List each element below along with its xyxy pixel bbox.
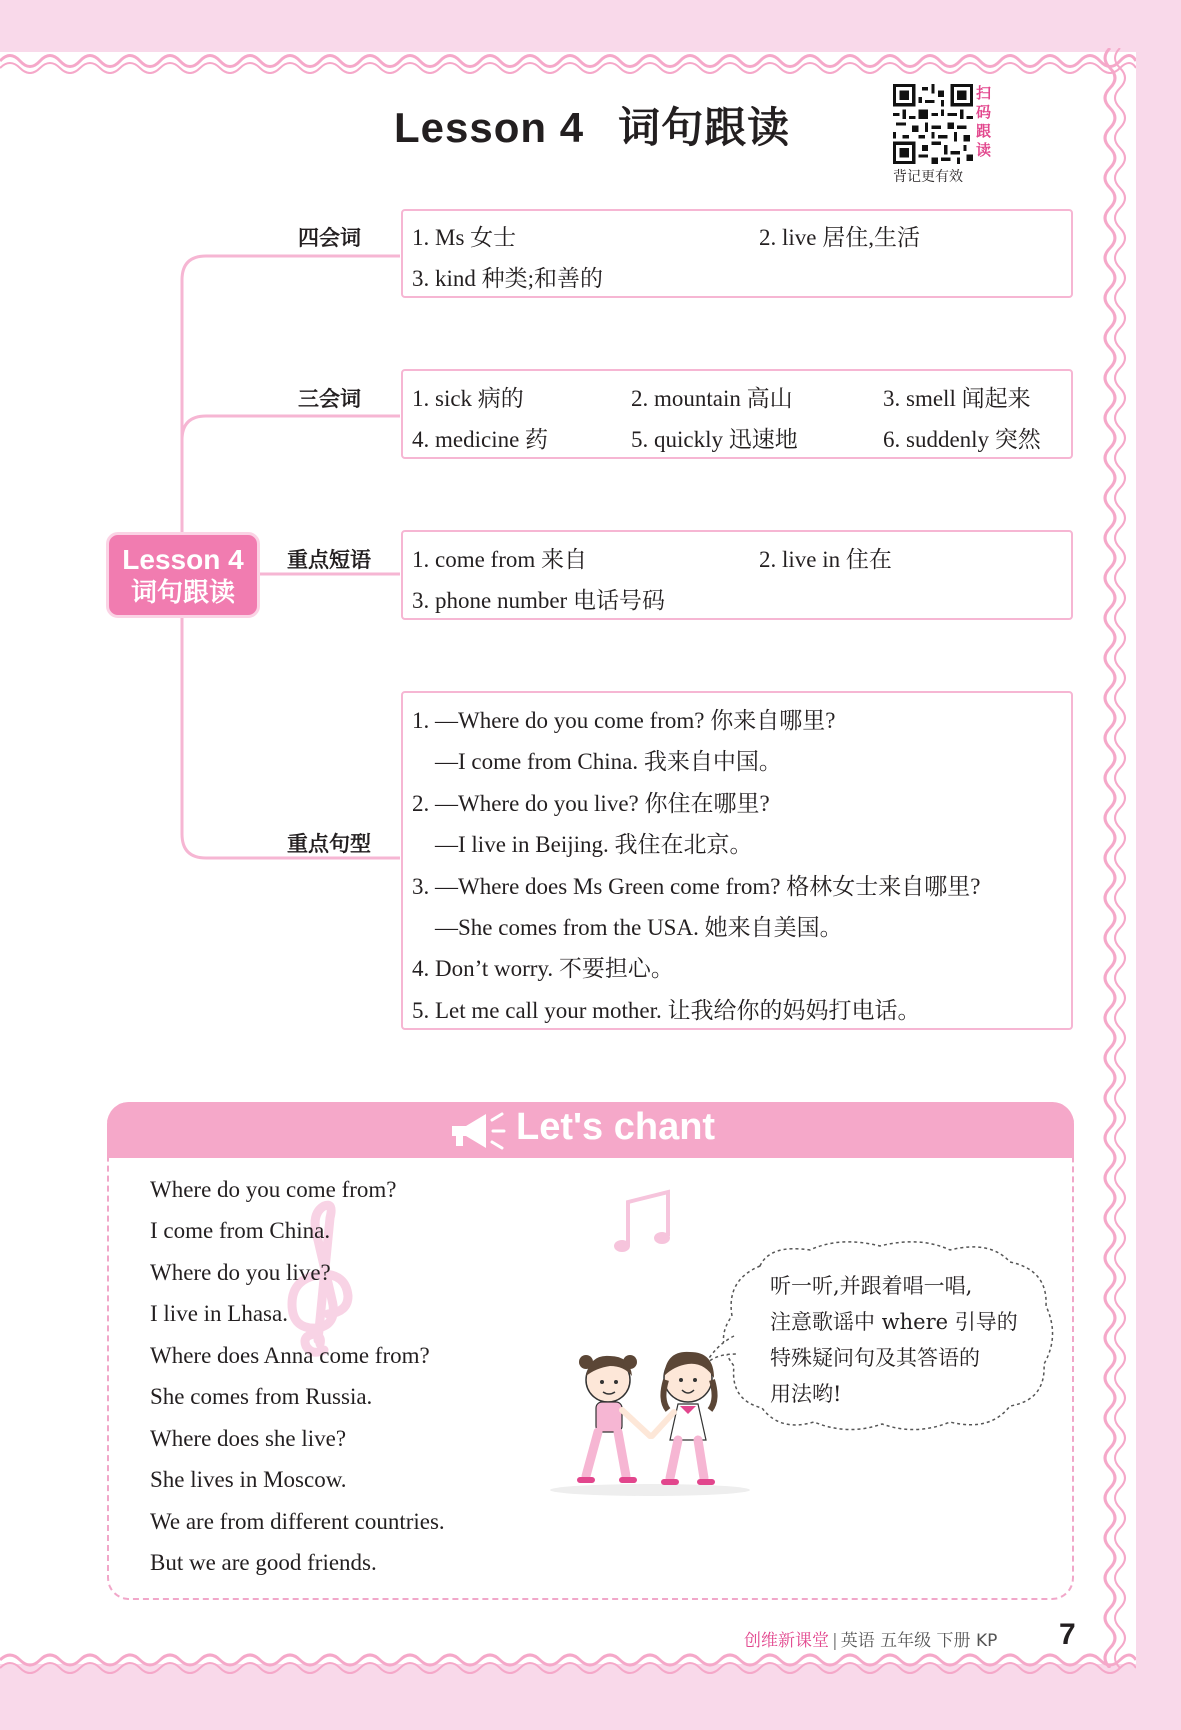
bubble-text: [770, 1268, 1050, 1412]
chant-line: Where do you live?: [150, 1260, 331, 1285]
title-english: Lesson 4: [394, 104, 585, 151]
sentence-line: 2. —Where do you live? 你住在哪里?: [412, 791, 770, 816]
word-item: 5. quickly 迅速地: [631, 427, 798, 452]
word-item: 2. mountain 高山: [631, 386, 793, 411]
lesson-center-badge: [106, 532, 260, 618]
footer-grade: 五年级: [880, 1631, 932, 1651]
phrase-item: 1. come from 来自: [412, 547, 588, 572]
sentence-line: 5. Let me call your mother. 让我给你的妈妈打电话。: [412, 998, 921, 1023]
phrase-item: 3. phone number 电话号码: [412, 588, 665, 613]
bubble-line: 特殊疑问句及其答语的: [770, 1346, 980, 1370]
badge-line-english: Lesson 4: [122, 544, 244, 575]
page-number: 7: [1059, 1618, 1076, 1651]
word-item: 3. smell 闻起来: [883, 386, 1031, 411]
branch-label-key-phrases: 重点短语: [287, 548, 371, 572]
qr-caption: 背记更有效: [893, 169, 963, 185]
bubble-line: 注意歌谣中 where 引导的: [770, 1310, 1018, 1334]
chant-line: I come from China.: [150, 1218, 331, 1243]
qr-side-char: 扫: [976, 84, 992, 102]
footer-brand: 创维新课堂: [744, 1631, 829, 1651]
sentence-line: 3. —Where does Ms Green come from? 格林女士来自哪里?: [412, 874, 981, 899]
wavy-border-top: [0, 48, 1136, 74]
word-item: 1. Ms 女士: [412, 225, 517, 250]
wavy-border-right: [1100, 48, 1136, 1668]
branch-label-key-sentences: 重点句型: [287, 832, 371, 856]
megaphone-icon: [446, 1108, 506, 1154]
chant-line: Where do you come from?: [150, 1177, 397, 1202]
title-chinese: 词句跟读: [618, 104, 791, 151]
footer-subject: 英语: [840, 1631, 875, 1651]
qr-code-icon[interactable]: [893, 84, 973, 164]
qr-side-char: 码: [976, 103, 992, 121]
chant-line: She comes from Russia.: [150, 1384, 373, 1409]
footer-edition: KP: [975, 1631, 998, 1651]
qr-side-char: 跟: [976, 122, 992, 140]
page-title: [394, 95, 790, 155]
qr-side-char: 读: [976, 141, 992, 159]
badge-line-chinese: 词句跟读: [130, 578, 235, 608]
chant-line: Where does she live?: [150, 1426, 347, 1451]
phrase-item: 2. live in 住在: [759, 547, 892, 572]
word-item: 2. live 居住,生活: [759, 225, 920, 250]
sentence-line: 1. —Where do you come from? 你来自哪里?: [412, 708, 836, 733]
sentence-line: —I live in Beijing. 我住在北京。: [412, 832, 753, 857]
bubble-line: 听一听,并跟着唱一唱,: [770, 1274, 973, 1298]
sentence-line: —She comes from the USA. 她来自美国。: [412, 915, 843, 940]
chant-line: But we are good friends.: [150, 1550, 377, 1575]
footer-volume: 下册: [936, 1631, 971, 1651]
two-girls-illustration: [540, 1340, 762, 1500]
chant-line: Where does Anna come from?: [150, 1343, 430, 1368]
music-note-icon: [612, 1188, 676, 1258]
sentence-line: —I come from China. 我来自中国。: [412, 749, 782, 774]
word-item: 4. medicine 药: [412, 427, 549, 452]
page-footer: 创维新课堂 | 英语 五年级 下册 KP: [744, 1631, 998, 1651]
chant-title: Let's chant: [516, 1106, 716, 1148]
chant-line: We are from different countries.: [150, 1509, 445, 1534]
word-item: 6. suddenly 突然: [883, 427, 1041, 452]
word-item: 3. kind 种类;和善的: [412, 266, 604, 291]
bubble-line: 用法哟!: [770, 1382, 842, 1406]
sentence-line: 4. Don’t worry. 不要担心。: [412, 956, 674, 981]
branch-label-three-skill-words: 三会词: [298, 387, 361, 411]
qr-side-text: [976, 84, 996, 160]
word-item: 1. sick 病的: [412, 386, 524, 411]
branch-label-four-skill-words: 四会词: [298, 226, 361, 250]
chant-line: I live in Lhasa.: [150, 1301, 288, 1326]
wavy-border-bottom: [0, 1652, 1136, 1676]
chant-line: She lives in Moscow.: [150, 1467, 347, 1492]
